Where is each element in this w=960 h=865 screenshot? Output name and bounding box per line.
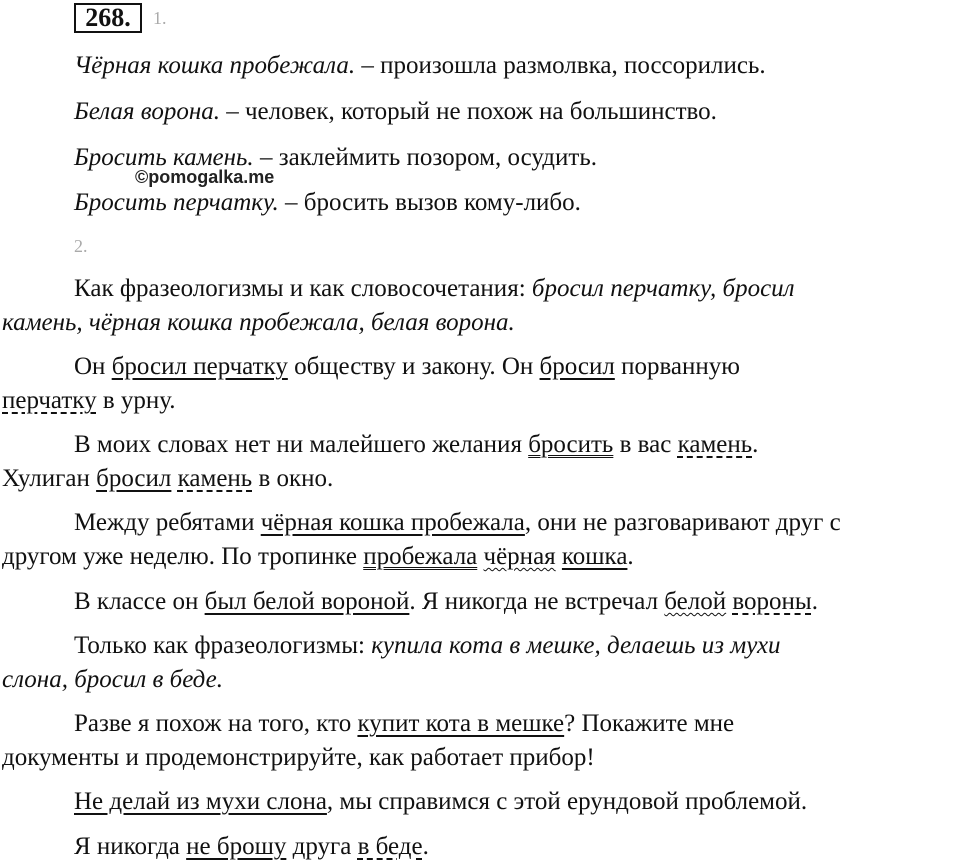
paragraph-line: Хулиган бросил камень в окно. xyxy=(2,465,334,492)
definition-line: Белая ворона. – человек, который не похож на большинство. xyxy=(74,98,717,125)
definition-line: Бросить камень. – заклеймить позором, осудить. xyxy=(74,144,597,171)
paragraph-line: другом уже неделю. По тропинке пробежала чёрная кошка. xyxy=(2,543,634,570)
paragraph-line: камень, чёрная кошка пробежала, белая ворона. xyxy=(2,309,515,336)
part-1-label: 1. xyxy=(153,8,167,28)
paragraph-line: Он бросил перчатку обществу и закону. Он бросил порванную xyxy=(74,353,740,380)
paragraph-line: Разве я похож на того, кто купит кота в мешке? Покажите мне xyxy=(74,710,735,737)
definition-line: Бросить перчатку. – бросить вызов кому-либо. xyxy=(74,189,581,216)
paragraph-line: Не делай из мухи слона, мы справимся с этой ерундовой проблемой. xyxy=(74,788,808,815)
paragraph-line: документы и продемонстрируйте, как работает прибор! xyxy=(2,744,595,771)
paragraph-line: слона, бросил в беде. xyxy=(2,666,223,693)
paragraph-line: Как фразеологизмы и как словосочетания: бросил перчатку, бросил xyxy=(74,275,795,302)
exercise-number: 268. xyxy=(74,3,142,33)
definition-line: Чёрная кошка пробежала. – произошла размолвка, поссорились. xyxy=(74,52,766,79)
paragraph-line: Только как фразеологизмы: купила кота в мешке, делаешь из мухи xyxy=(74,632,781,659)
paragraph-line: В классе он был белой вороной. Я никогда не встречал белой вороны. xyxy=(74,588,818,615)
watermark: ©pomogalka.me xyxy=(135,167,275,187)
part-2-label: 2. xyxy=(74,236,88,256)
paragraph-line: В моих словах нет ни малейшего желания бросить в вас камень. xyxy=(74,431,759,458)
paragraph-line: Между ребятами чёрная кошка пробежала, они не разговаривают друг с xyxy=(74,509,841,536)
paragraph-line: перчатку в урну. xyxy=(2,387,176,414)
paragraph-line: Я никогда не брошу друга в беде. xyxy=(74,833,429,860)
